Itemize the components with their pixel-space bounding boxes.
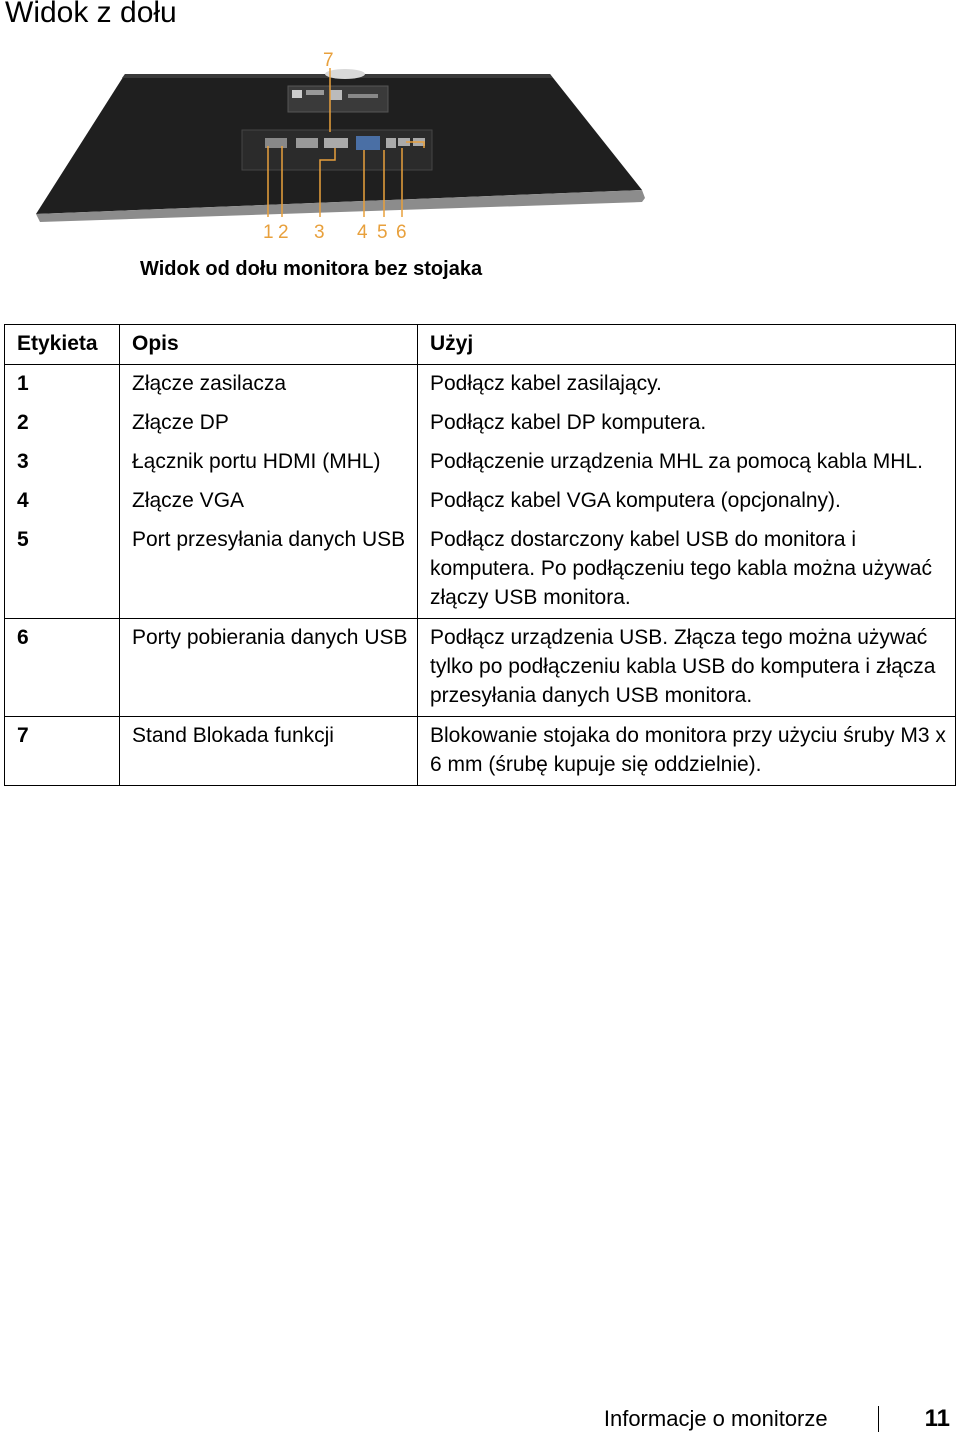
table-row xyxy=(5,521,956,619)
footer-section-title: Informacje o monitorze xyxy=(603,1406,828,1431)
row-opis: Złącze zasilacza xyxy=(120,365,418,405)
table-row xyxy=(5,717,956,786)
row-uzyj: Podłącz kabel zasilający. xyxy=(418,365,956,405)
callout-6: 6 xyxy=(396,222,407,243)
row-opis: Złącze VGA xyxy=(120,482,418,521)
port-panel xyxy=(242,130,432,170)
table-row xyxy=(5,482,956,521)
row-opis: Stand Blokada funkcji xyxy=(120,717,418,786)
callout-2: 2 xyxy=(278,222,289,243)
row-opis: Łącznik portu HDMI (MHL) xyxy=(120,443,418,482)
connectors-table xyxy=(4,324,956,786)
row-label: 2 xyxy=(5,404,120,443)
page-title: Widok z dołu xyxy=(5,0,177,29)
figure-caption: Widok od dołu monitora bez stojaka xyxy=(140,258,483,280)
monitor-bottom-view-figure xyxy=(30,42,652,247)
callout-7: 7 xyxy=(323,50,334,71)
dp-port xyxy=(296,138,318,148)
header-uzyj: Użyj xyxy=(418,325,956,365)
usb-up-port xyxy=(386,138,396,148)
header-etykieta: Etykieta xyxy=(5,325,120,365)
callout-1: 1 xyxy=(263,222,274,243)
row-label: 3 xyxy=(5,443,120,482)
table-row xyxy=(5,404,956,443)
table-header-row xyxy=(5,325,956,365)
callout-3: 3 xyxy=(314,222,325,243)
table-row xyxy=(5,443,956,482)
row-label: 1 xyxy=(5,365,120,405)
row-uzyj: Podłącz kabel VGA komputera (opcjonalny). xyxy=(418,482,956,521)
table-row xyxy=(5,619,956,717)
row-uzyj: Podłącz urządzenia USB. Złącza tego można używać tylko po podłączeniu kabla USB do komputera i złącza przesyłania danych USB monitora. xyxy=(418,619,956,717)
row-uzyj: Podłączenie urządzenia MHL za pomocą kabla MHL. xyxy=(418,443,956,482)
table-row xyxy=(5,365,956,405)
row-uzyj: Blokowanie stojaka do monitora przy użyciu śruby M3 x 6 mm (śrubę kupuje się oddzielnie). xyxy=(418,717,956,786)
header-opis: Opis xyxy=(120,325,418,365)
row-label: 7 xyxy=(5,717,120,786)
row-uzyj: Podłącz dostarczony kabel USB do monitora i komputera. Po podłączeniu tego kabla można używać złączy USB monitora. xyxy=(418,521,956,619)
row-opis: Port przesyłania danych USB xyxy=(120,521,418,619)
callout-4: 4 xyxy=(357,222,368,243)
vga-port xyxy=(356,136,380,150)
row-uzyj: Podłącz kabel DP komputera. xyxy=(418,404,956,443)
row-label: 6 xyxy=(5,619,120,717)
row-label: 4 xyxy=(5,482,120,521)
footer-divider xyxy=(878,1406,879,1432)
row-label: 5 xyxy=(5,521,120,619)
row-opis: Porty pobierania danych USB xyxy=(120,619,418,717)
page-number: 11 xyxy=(924,1405,950,1432)
page-footer xyxy=(604,1405,950,1433)
row-opis: Złącze DP xyxy=(120,404,418,443)
callout-5: 5 xyxy=(377,222,388,243)
hdmi-port xyxy=(324,138,348,148)
